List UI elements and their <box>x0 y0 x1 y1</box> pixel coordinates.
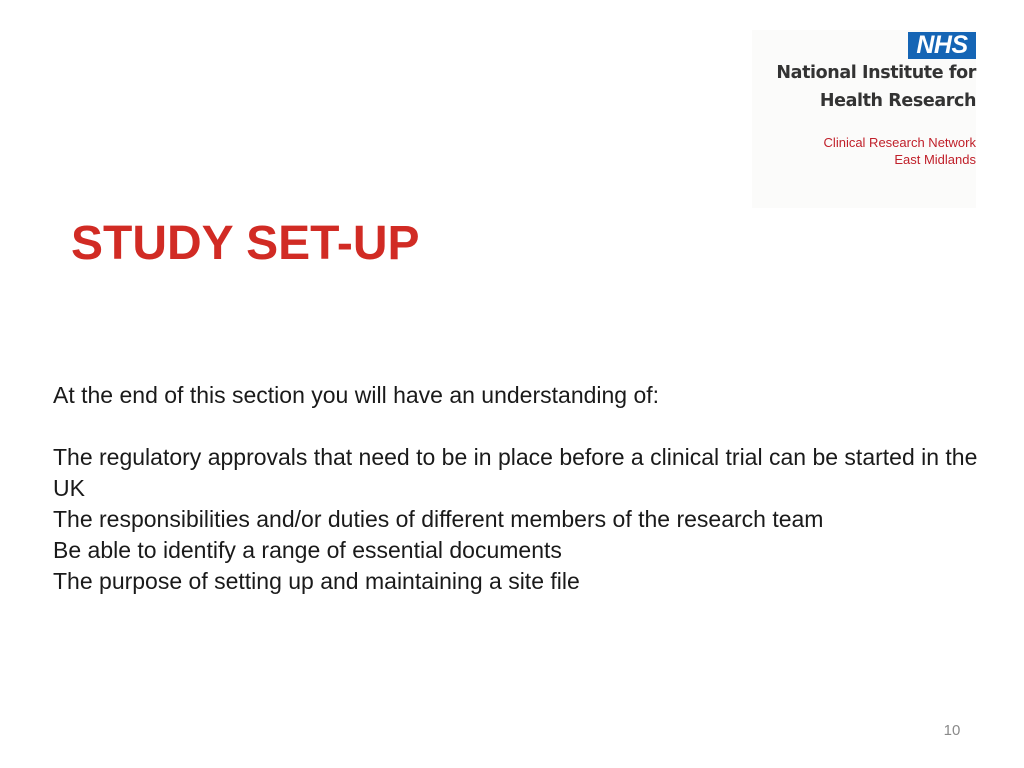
learning-point-1: The regulatory approvals that need to be in place before a clinical trial can be started in the UK <box>53 444 978 501</box>
slide-body <box>53 380 983 597</box>
nhs-logo-badge: NHS <box>908 32 976 59</box>
slide-title: STUDY SET-UP <box>71 217 420 270</box>
nihr-logo <box>752 30 976 208</box>
network-name-line-1: Clinical Research Network <box>823 135 976 150</box>
page-number: 10 <box>943 722 961 739</box>
org-name-line-2: Health Research <box>819 91 976 111</box>
org-name-line-1: National Institute for <box>776 63 976 83</box>
learning-point-2: The responsibilities and/or duties of different members of the research team <box>53 506 824 532</box>
learning-point-3: Be able to identify a range of essential documents <box>53 537 562 563</box>
learning-point-4: The purpose of setting up and maintaining a site file <box>53 568 580 594</box>
network-name-line-2: East Midlands <box>894 152 976 167</box>
intro-text: At the end of this section you will have an understanding of: <box>53 382 660 408</box>
